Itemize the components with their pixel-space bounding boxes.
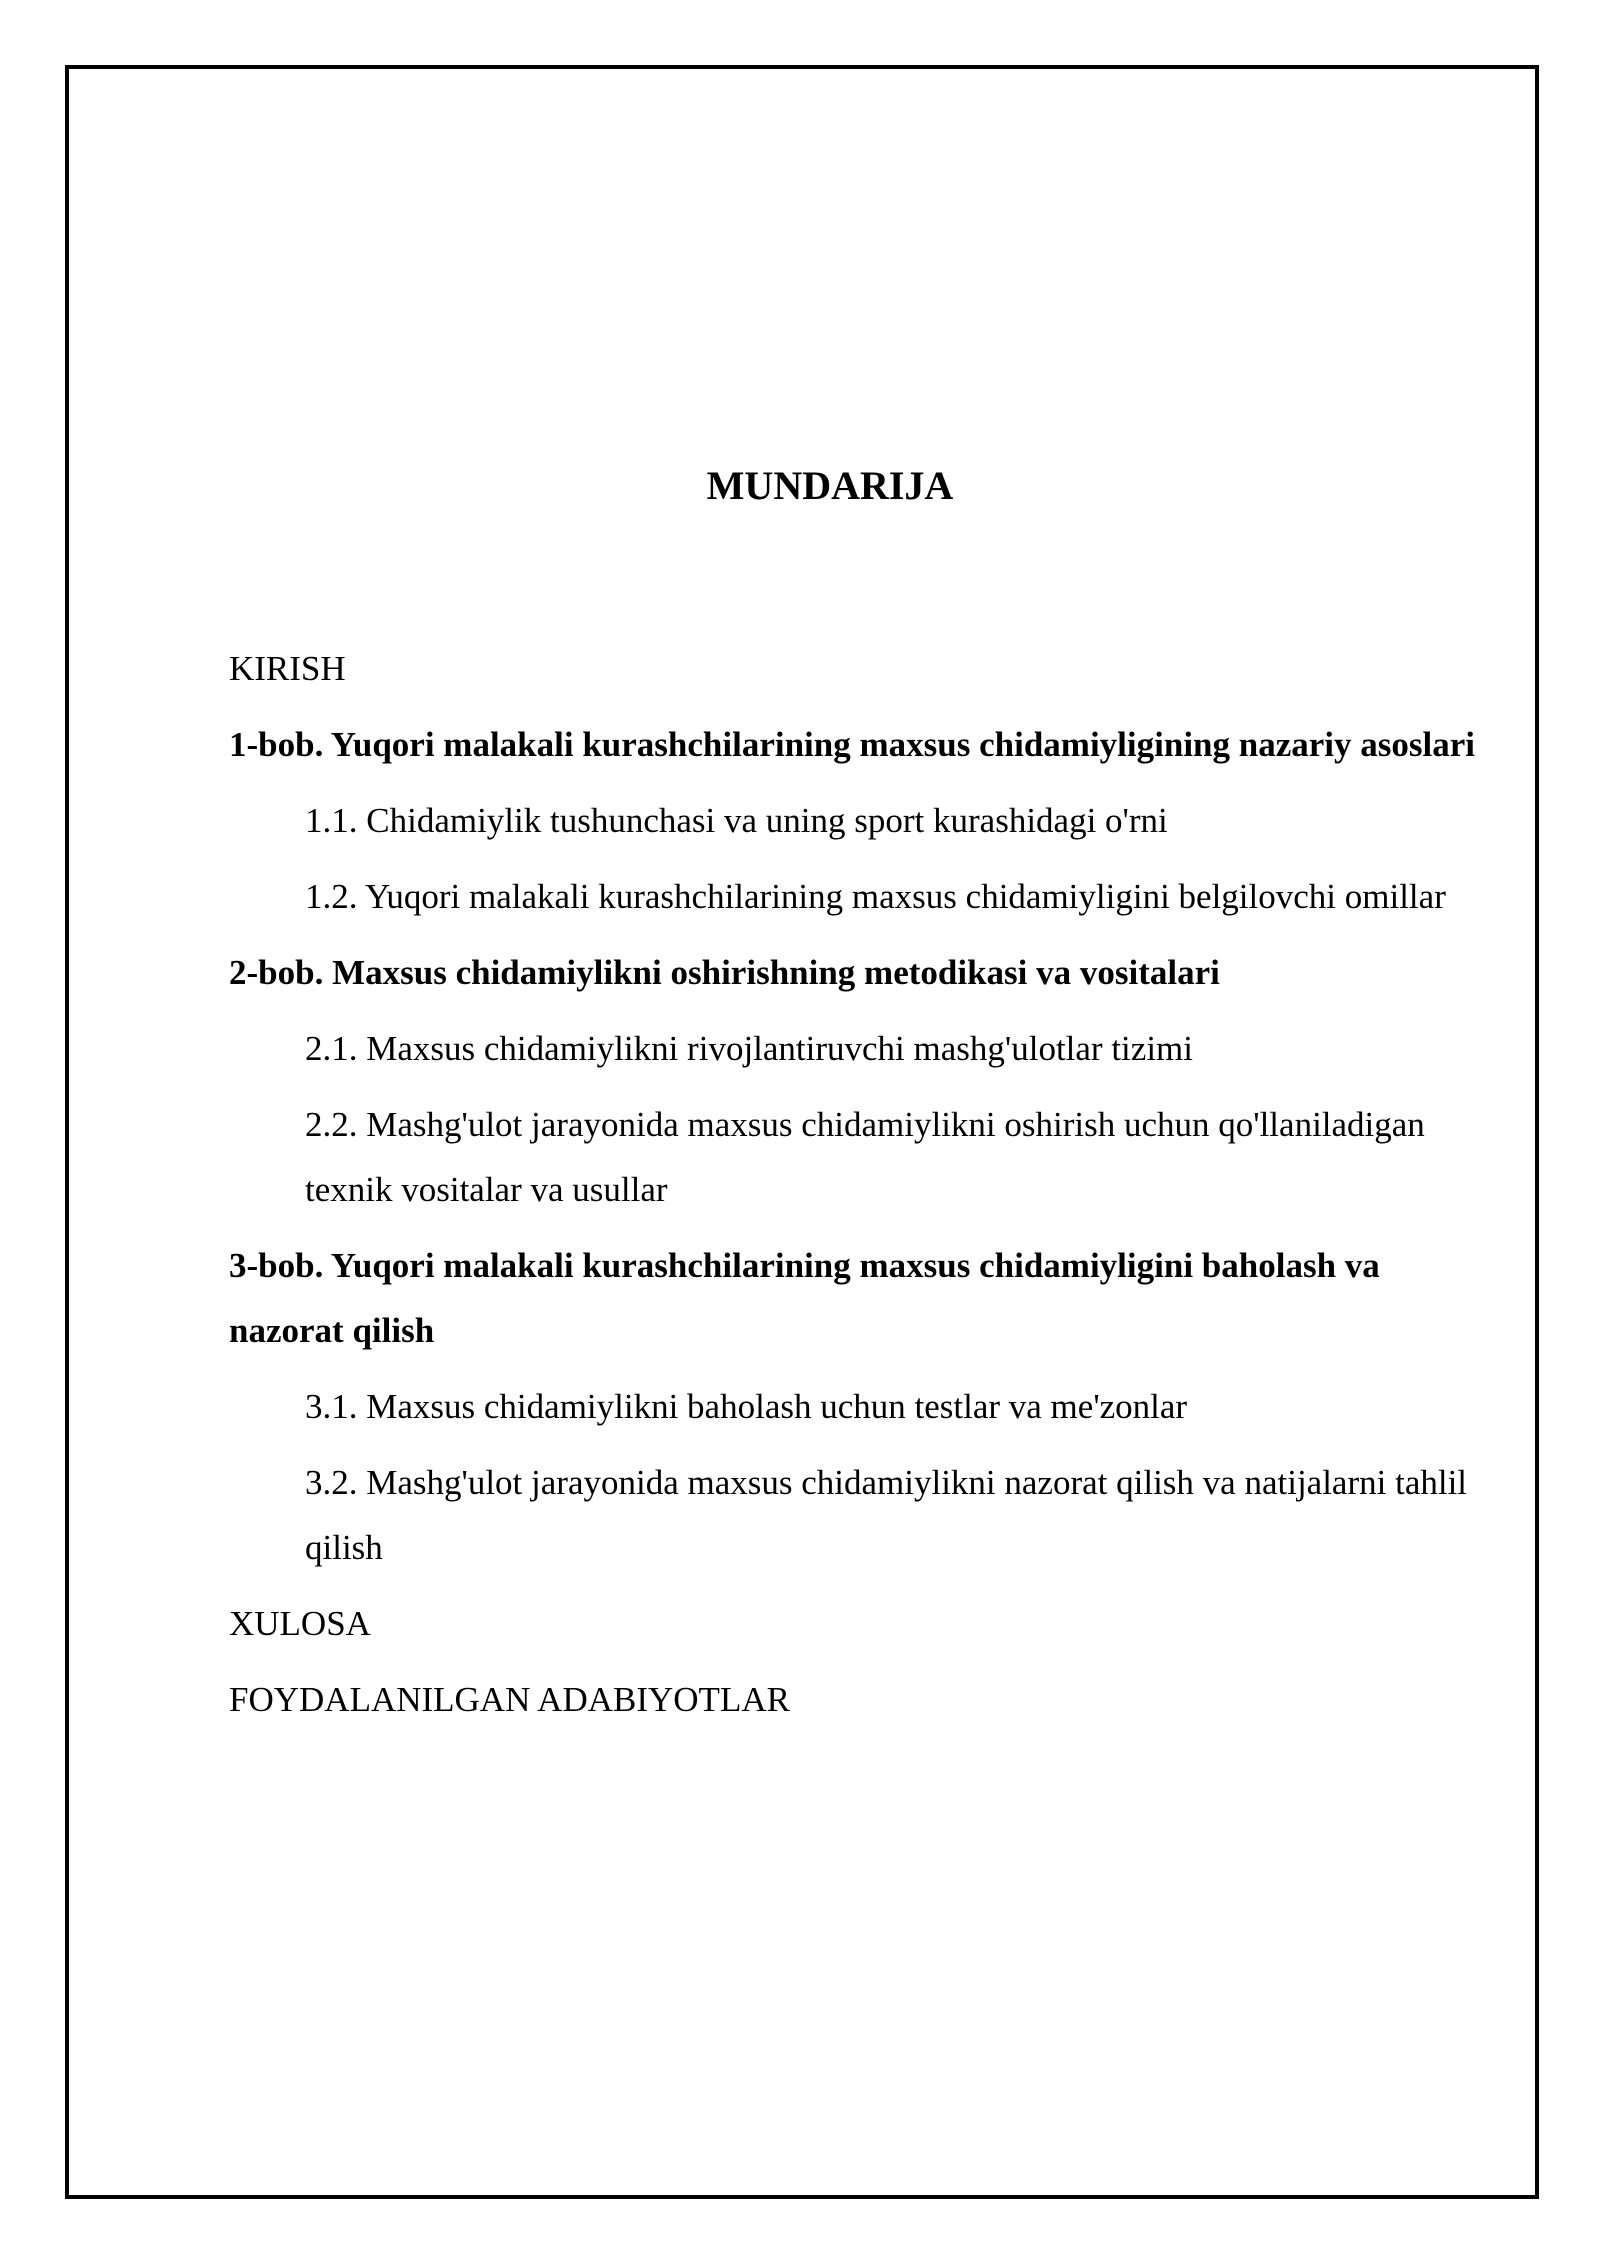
toc-section-1-1: 1.1. Chidamiylik tushunchasi va uning sport kurashidagi o'rni [305, 801, 1168, 840]
toc-chapter-3: 3-bob. Yuqori malakali kurashchilarining maxsus chidamiyligini baholash va nazorat qilish [229, 1246, 1380, 1350]
toc-section-3-1: 3.1. Maxsus chidamiylikni baholash uchun testlar va me'zonlar [305, 1387, 1188, 1426]
toc-section-2-1: 2.1. Maxsus chidamiylikni rivojlantiruvchi mashg'ulotlar tizimi [305, 1029, 1193, 1068]
toc-entry-adabiyotlar: FOYDALANILGAN ADABIYOTLAR [229, 1680, 790, 1719]
toc-section-1-2: 1.2. Yuqori malakali kurashchilarining maxsus chidamiyligini belgilovchi omillar [305, 877, 1446, 916]
toc-section-2-2: 2.2. Mashg'ulot jarayonida maxsus chidamiylikni oshirish uchun qo'llaniladigan texnik vositalar va usullar [305, 1105, 1425, 1209]
page-title: MUNDARIJA [706, 463, 954, 508]
toc-entry-kirish: KIRISH [229, 649, 346, 688]
toc-entry-xulosa: XULOSA [229, 1604, 371, 1643]
toc-chapter-2: 2-bob. Maxsus chidamiylikni oshirishning metodikasi va vositalari [229, 953, 1220, 992]
table-of-contents [229, 636, 1489, 1743]
toc-section-3-2: 3.2. Mashg'ulot jarayonida maxsus chidamiylikni nazorat qilish va natijalarni tahlil qilish [305, 1463, 1468, 1567]
toc-chapter-1: 1-bob. Yuqori malakali kurashchilarining maxsus chidamiyligining nazariy asoslari [229, 725, 1475, 764]
